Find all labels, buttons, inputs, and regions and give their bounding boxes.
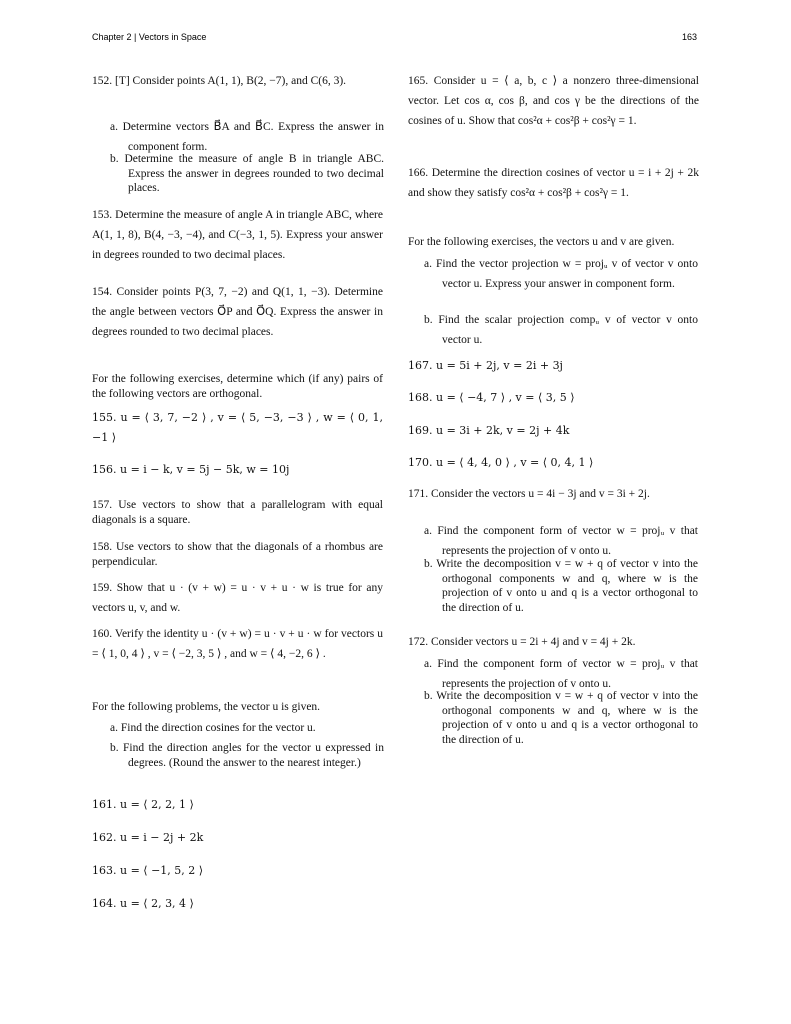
exercise-171: 171. Consider the vectors u = 4i − 3j and v = 3i + 2j. (408, 488, 650, 500)
exercise-172: 172. Consider vectors u = 2i + 4j and v = 4j + 2k. (408, 636, 636, 648)
exercise-158: 158. Use vectors to show that the diagonals of a rhombus are perpendicular. (92, 541, 383, 568)
projection-part-a: a. Find the vector projection w = projᵤ v of vector v onto vector u. Express your answer in component form. (424, 258, 698, 290)
exercise-166: 166. Determine the direction cosines of vector u = i + 2j + 2k and show they satisfy cos²α + cos²β + cos²γ = 1. (408, 167, 699, 199)
exercise-171-part-b: b. Write the decomposition v = w + q of vector v into the orthogonal components w and q, where w is the projection of v onto u and q is a vector orthogonal to the direction of u. (424, 558, 698, 614)
exercise-172-part-b: b. Write the decomposition v = w + q of vector v into the orthogonal components w and q, where w is the projection of v onto u and q is a vector orthogonal to the direction of u. (424, 690, 698, 746)
exercise-160: 160. Verify the identity u · (v + w) = u · v + u · w for vectors u = ⟨ 1, 0, 4 ⟩ , v = ⟨ −2, 3, 5 ⟩ , and w = ⟨ 4, −2, 6 ⟩ . (92, 628, 383, 660)
exercise-156: 156. u = i − k, v = 5j − 5k, w = 10j (92, 463, 290, 476)
exercise-157: 157. Use vectors to show that a parallelogram with equal diagonals is a square. (92, 499, 383, 526)
exercise-153: 153. Determine the measure of angle A in triangle ABC, where A(1, 1, 8), B(4, −3, −4), and C(−3, 1, 5). Express your answer in degrees rounded to two decimal places. (92, 209, 383, 261)
exercise-170: 170. u = ⟨ 4, 4, 0 ⟩ , v = ⟨ 0, 4, 1 ⟩ (408, 456, 594, 469)
exercise-171-part-a: a. Find the component form of vector w = projᵤ v that represents the projection of v onto u. (424, 525, 698, 557)
exercise-154: 154. Consider points P(3, 7, −2) and Q(1, 1, −3). Determine the angle between vectors O⃗P and O⃗Q. Express the answer in degrees rounded to two decimal places. (92, 286, 383, 338)
exercise-152-part-b: b. Determine the measure of angle B in triangle ABC. Express the answer in degrees rounded to two decimal places. (110, 153, 384, 194)
exercise-152: 152. [T] Consider points A(1, 1), B(2, −7), and C(6, 3). (92, 75, 347, 87)
exercise-165: 165. Consider u = ⟨ a, b, c ⟩ a nonzero three-dimensional vector. Let cos α, cos β, and cos γ be the directions of the cosines of u. Show that cos²α + cos²β + cos²γ = 1. (408, 75, 699, 127)
exercise-162: 162. u = i − 2j + 2k (92, 831, 204, 844)
chapter-header: Chapter 2 | Vectors in Space (92, 32, 207, 42)
exercise-169: 169. u = 3i + 2k, v = 2j + 4k (408, 424, 570, 437)
projection-part-b: b. Find the scalar projection compᵤ v of vector v onto vector u. (424, 314, 698, 346)
exercise-167: 167. u = 5i + 2j, v = 2i + 3j (408, 359, 563, 372)
page-number: 163 (682, 32, 698, 42)
exercise-164: 164. u = ⟨ 2, 3, 4 ⟩ (92, 897, 194, 910)
direction-part-a: a. Find the direction cosines for the vector u. (110, 722, 316, 734)
orthogonal-intro: For the following exercises, determine which (if any) pairs of the following vectors are orthogonal. (92, 373, 383, 400)
projection-intro: For the following exercises, the vectors u and v are given. (408, 236, 675, 248)
exercise-172-part-a: a. Find the component form of vector w = projᵤ v that represents the projection of v onto u. (424, 658, 698, 690)
exercise-163: 163. u = ⟨ −1, 5, 2 ⟩ (92, 864, 204, 877)
exercise-168: 168. u = ⟨ −4, 7 ⟩ , v = ⟨ 3, 5 ⟩ (408, 391, 575, 404)
exercise-155: 155. u = ⟨ 3, 7, −2 ⟩ , v = ⟨ 5, −3, −3 ⟩ , w = ⟨ 0, 1, −1 ⟩ (92, 411, 383, 444)
exercise-152-part-a: a. Determine vectors B⃗A and B⃗C. Express the answer in component form. (110, 121, 384, 153)
exercise-161: 161. u = ⟨ 2, 2, 1 ⟩ (92, 798, 194, 811)
direction-part-b: b. Find the direction angles for the vector u expressed in degrees. (Round the answer to the nearest integer.) (110, 742, 384, 769)
exercise-159: 159. Show that u · (v + w) = u · v + u · w is true for any vectors u, v, and w. (92, 582, 383, 614)
direction-intro: For the following problems, the vector u is given. (92, 701, 321, 713)
